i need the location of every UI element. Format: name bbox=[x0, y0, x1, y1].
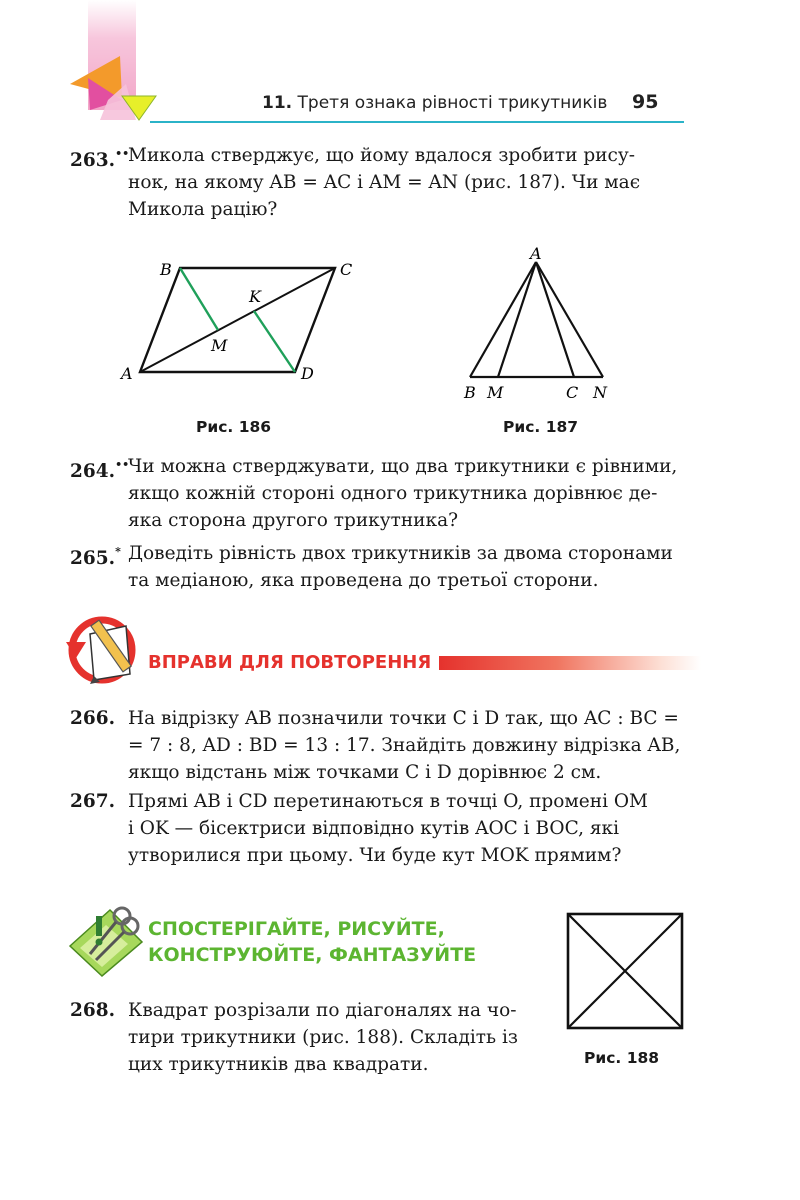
figure-187 bbox=[455, 240, 625, 405]
problem-line: яка сторона другого трикутника? bbox=[128, 510, 459, 531]
review-section-icon bbox=[64, 612, 146, 692]
problem-number: 265.* bbox=[70, 545, 121, 570]
problem-263 bbox=[70, 142, 690, 223]
label-N: N bbox=[593, 383, 607, 402]
problem-number: 268. bbox=[70, 1000, 116, 1021]
problem-line: і OK — бісектриси відповідно кутів AOC і BOC, які bbox=[128, 818, 619, 839]
problem-264 bbox=[70, 453, 690, 534]
segment-KD bbox=[254, 311, 295, 372]
caption-fig-186: Рис. 186 bbox=[196, 418, 272, 436]
label-A: A bbox=[530, 244, 542, 263]
problem-266 bbox=[70, 705, 690, 786]
problem-line: нок, на якому AB = AC і AM = AN (рис. 187). Чи має bbox=[128, 172, 641, 193]
problem-line: утворилися при цьому. Чи буде кут MOK прямим? bbox=[128, 845, 622, 866]
page-number: 95 bbox=[632, 91, 659, 113]
review-section-header bbox=[148, 652, 701, 673]
running-title: 11. Третя ознака рівності трикутників bbox=[262, 93, 608, 113]
figure-186 bbox=[110, 255, 360, 390]
problem-line: Доведіть рівність двох трикутників за двома сторонами bbox=[128, 543, 673, 564]
problem-line: Микола стверджує, що йому вдалося зробити рису- bbox=[128, 145, 635, 166]
problem-line: = 7 : 8, AD : BD = 13 : 17. Знайдіть довжину відрізка AB, bbox=[128, 735, 681, 756]
section-gradient-bar bbox=[439, 656, 701, 670]
problem-line: Микола рацію? bbox=[128, 199, 278, 220]
problem-line: якщо кожній стороні одного трикутника дорівнює де- bbox=[128, 483, 658, 504]
label-A: A bbox=[121, 364, 133, 383]
problem-number: 267. bbox=[70, 791, 116, 812]
label-M: M bbox=[211, 336, 228, 355]
creative-section-icon bbox=[66, 898, 146, 978]
problem-line: Квадрат розрізали по діагоналях на чо- bbox=[128, 1000, 517, 1021]
problem-line: Прямі AB і CD перетинаються в точці O, промені OM bbox=[128, 791, 648, 812]
label-B: B bbox=[160, 260, 172, 279]
label-C: C bbox=[340, 260, 353, 279]
header-rule bbox=[150, 121, 684, 123]
problem-number: 263.•• bbox=[70, 147, 130, 172]
label-M: M bbox=[487, 383, 504, 402]
problem-line: та медіаною, яка проведена до третьої сторони. bbox=[128, 570, 599, 591]
problem-265 bbox=[70, 540, 690, 594]
problem-number: 266. bbox=[70, 708, 116, 729]
label-C: C bbox=[566, 383, 579, 402]
review-section-title: ВПРАВИ ДЛЯ ПОВТОРЕННЯ bbox=[148, 652, 432, 673]
problem-line: На відрізку AB позначили точки C і D так, що AC : BC = bbox=[128, 708, 679, 729]
caption-fig-188: Рис. 188 bbox=[584, 1049, 660, 1067]
figure-188 bbox=[566, 912, 684, 1030]
creative-section-title: СПОСТЕРІГАЙТЕ, РИСУЙТЕ, КОНСТРУЮЙТЕ, ФАНТАЗУЙТЕ bbox=[148, 918, 477, 966]
corner-triangles-icon bbox=[60, 48, 170, 128]
problem-line: цих трикутників два квадрати. bbox=[128, 1054, 429, 1075]
segment-BM bbox=[180, 268, 218, 330]
problem-line: якщо відстань між точками C і D дорівнює 2 см. bbox=[128, 762, 602, 783]
problem-268 bbox=[70, 997, 540, 1078]
problem-line: Чи можна стверджувати, що два трикутники є рівними, bbox=[128, 456, 678, 477]
label-K: K bbox=[249, 287, 261, 306]
label-B: B bbox=[464, 383, 476, 402]
label-D: D bbox=[301, 364, 314, 383]
problem-267 bbox=[70, 788, 690, 869]
problem-line: тири трикутники (рис. 188). Складіть із bbox=[128, 1027, 518, 1048]
caption-fig-187: Рис. 187 bbox=[503, 418, 579, 436]
problem-number: 264.•• bbox=[70, 458, 130, 483]
